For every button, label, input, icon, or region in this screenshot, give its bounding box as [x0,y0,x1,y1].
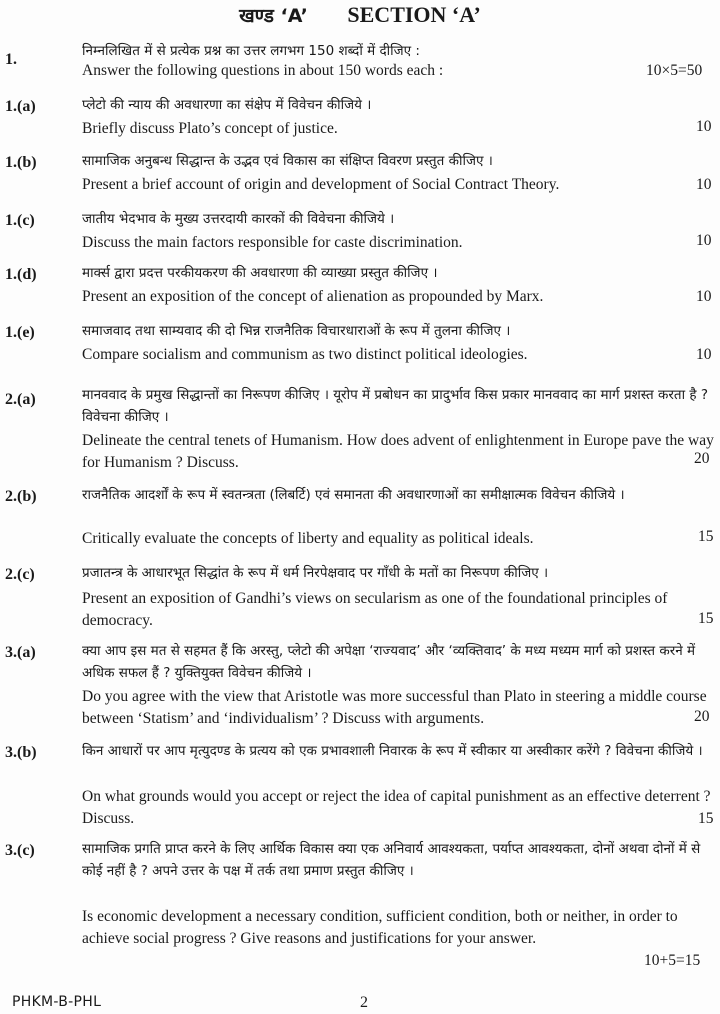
question-marks: 15 [698,610,714,627]
question-number: 2.(b) [5,488,37,505]
question-marks: 20 [694,708,710,725]
question-number: 3.(b) [5,744,37,761]
question-marks: 10 [696,176,712,193]
question-text-english: Present a brief account of origin and development of Social Contract Theory. [82,176,560,193]
question-marks: 10 [696,232,712,249]
question-text-hindi: किन आधारों पर आप मृत्युदण्ड के प्रत्यय को एक प्रभावशाली निवारक के रूप में स्वीकार या अस्वीकार करेंगे ? विवेचना कीजिये । [82,743,703,759]
question-text-english: Discuss the main factors responsible for caste discrimination. [82,234,463,251]
question-marks: 10 [696,288,712,305]
question-text-hindi: सामाजिक प्रगति प्राप्त करने के लिए आर्थिक विकास क्या एक अनिवार्य आवश्यकता, पर्याप्त आवश्यकता, दोनों अथवा दोनों में से कोई नहीं है ? अपने उत्तर के पक्ष में तर्क तथा प्रमाण प्रस्तुत कीजिए । [82,841,701,879]
question-text-english: On what grounds would you accept or reject the idea of capital punishment as an effective deterrent ? Discuss. [82,788,711,827]
question-number: 1.(b) [5,154,37,171]
section-heading-hindi: खण्ड ‘A’ [239,5,308,27]
question-number: 1.(d) [5,266,37,283]
question-text-english: Do you agree with the view that Aristotle was more successful than Plato in steering a middle course between ‘Statism’ and ‘individualism’ ? Discuss with arguments. [82,688,707,727]
question-text-hindi: प्रजातन्त्र के आधारभूत सिद्धांत के रूप में धर्म निरपेक्षवाद पर गाँधी के मतों का निरूपण कीजिए । [82,565,549,581]
question-text-hindi: प्लेटो की न्याय की अवधारणा का संक्षेप में विवेचन कीजिये । [82,97,372,113]
question-number: 2.(c) [5,566,35,583]
question-text-english: Is economic development a necessary condition, sufficient condition, both or neither, in order to achieve social progress ? Give reasons and justifications for your answer. [82,908,678,947]
question-number: 1.(c) [5,212,35,229]
question-text-hindi: मार्क्स द्वारा प्रदत्त परकीयकरण की अवधारणा की व्याख्या प्रस्तुत कीजिए । [82,265,438,281]
question-text-english: Answer the following questions in about 150 words each : [82,62,444,79]
question-number: 1. [5,51,17,68]
question-text-hindi: समाजवाद तथा साम्यवाद की दो भिन्न राजनैतिक विचारधाराओं के रूप में तुलना कीजिए । [82,323,511,339]
question-number: 1.(a) [5,98,36,115]
question-marks: 20 [694,450,710,467]
question-text-english: Present an exposition of Gandhi’s views on secularism as one of the foundational principles of democracy. [82,590,668,629]
question-number: 2.(a) [5,391,36,408]
section-heading [0,2,720,28]
question-text-hindi: निम्नलिखित में से प्रत्येक प्रश्न का उत्तर लगभग 150 शब्दों में दीजिए : [82,43,420,59]
question-marks: 10 [696,346,712,363]
question-number: 3.(c) [5,842,35,859]
question-marks: 15 [698,810,714,827]
question-text-english: Critically evaluate the concepts of liberty and equality as political ideals. [82,530,534,547]
question-number: 3.(a) [5,644,36,661]
question-text-hindi: क्या आप इस मत से सहमत हैं कि अरस्तु, प्लेटो की अपेक्षा ‘राज्यवाद’ और ‘व्यक्तिवाद’ के मध्य मध्यम मार्ग को प्रशस्त करने में अधिक सफल हैं ? युक्तियुक्त विवेचन कीजिये । [82,643,696,681]
question-marks: 10 [696,118,712,135]
question-text-hindi: सामाजिक अनुबन्ध सिद्धान्त के उद्भव एवं विकास का संक्षिप्त विवरण प्रस्तुत कीजिए । [82,153,493,169]
question-marks: 10+5=15 [644,952,701,969]
question-text-english: Briefly discuss Plato’s concept of justice. [82,120,338,137]
question-text-english: Present an exposition of the concept of alienation as propounded by Marx. [82,288,544,305]
question-number: 1.(e) [5,324,35,341]
question-text-hindi: राजनैतिक आदर्शों के रूप में स्वतन्त्रता (लिबर्टि) एवं समानता की अवधारणाओं का समीक्षात्मक विवेचन कीजिये । [82,487,625,503]
page-number: 2 [360,994,368,1011]
section-heading-english: SECTION ‘A’ [347,2,481,27]
question-marks: 10×5=50 [646,62,703,79]
question-text-hindi: जातीय भेदभाव के मुख्य उत्तरदायी कारकों की विवेचना कीजिये । [82,211,395,227]
paper-code: PHKM-B-PHL [12,994,102,1010]
question-marks: 15 [698,528,714,545]
question-text-english: Compare socialism and communism as two distinct political ideologies. [82,346,528,363]
question-text-english: Delineate the central tenets of Humanism. How does advent of enlightenment in Europe pave the way for Humanism ? Discuss. [82,432,714,471]
question-text-hindi: मानववाद के प्रमुख सिद्धान्तों का निरूपण कीजिए । यूरोप में प्रबोधन का प्रादुर्भाव किस प्रकार मानववाद का मार्ग प्रशस्त करता है ? विवेचना कीजिए । [82,387,709,425]
